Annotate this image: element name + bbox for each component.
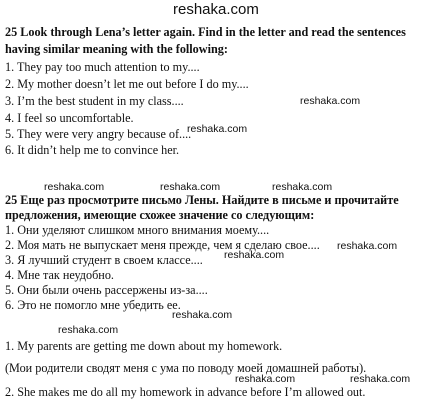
en-item-1: 1. They pay too much attention to my....	[5, 60, 200, 74]
ru-item-4: 4. Мне так неудобно.	[5, 268, 114, 282]
watermark: reshaka.com	[337, 240, 398, 252]
ru-heading-line2: предложения, имеющие схожее значение со следующим:	[5, 208, 315, 222]
ru-item-3: 3. Я лучший студент в своем классе....	[5, 253, 203, 267]
ru-item-6: 6. Это не помогло мне убедить ее.	[5, 298, 181, 312]
watermark: reshaka.com	[224, 249, 285, 261]
en-item-4: 4. I feel so uncomfortable.	[5, 111, 134, 125]
watermark: reshaka.com	[187, 123, 248, 135]
ru-heading-line1: 25 Еще раз просмотрите письмо Лены. Найдите в письме и прочитайте	[5, 193, 399, 207]
en-heading-line1: 25 Look through Lena’s letter again. Find in the letter and read the sentences	[5, 25, 406, 39]
answer-1-translation: (Мои родители сводят меня с ума по поводу моей домашней работы).	[5, 361, 367, 375]
ru-item-1: 1. Они уделяют слишком много внимания моему....	[5, 223, 270, 237]
en-heading-line2: having similar meaning with the following:	[5, 42, 228, 56]
en-item-5: 5. They were very angry because of....	[5, 127, 192, 141]
en-item-2: 2. My mother doesn’t let me out before I do my....	[5, 77, 249, 91]
watermark: reshaka.com	[272, 181, 333, 193]
ru-item-5: 5. Они были очень рассержены из-за....	[5, 283, 208, 297]
watermark: reshaka.com	[300, 95, 361, 107]
watermark: reshaka.com	[160, 181, 221, 193]
answer-2: 2. She makes me do all my homework in advance before I’m allowed out.	[5, 385, 366, 399]
en-item-3: 3. I’m the best student in my class....	[5, 94, 184, 108]
watermark-top: reshaka.com	[173, 1, 259, 18]
watermark: reshaka.com	[172, 309, 233, 321]
answer-1: 1. My parents are getting me down about my homework.	[5, 339, 283, 353]
en-item-6: 6. It didn’t help me to convince her.	[5, 143, 180, 157]
watermark: reshaka.com	[44, 181, 105, 193]
watermark: reshaka.com	[350, 373, 411, 385]
ru-item-2: 2. Моя мать не выпускает меня прежде, чем я сделаю свое....	[5, 238, 320, 252]
watermark: reshaka.com	[58, 324, 119, 336]
watermark: reshaka.com	[235, 373, 296, 385]
